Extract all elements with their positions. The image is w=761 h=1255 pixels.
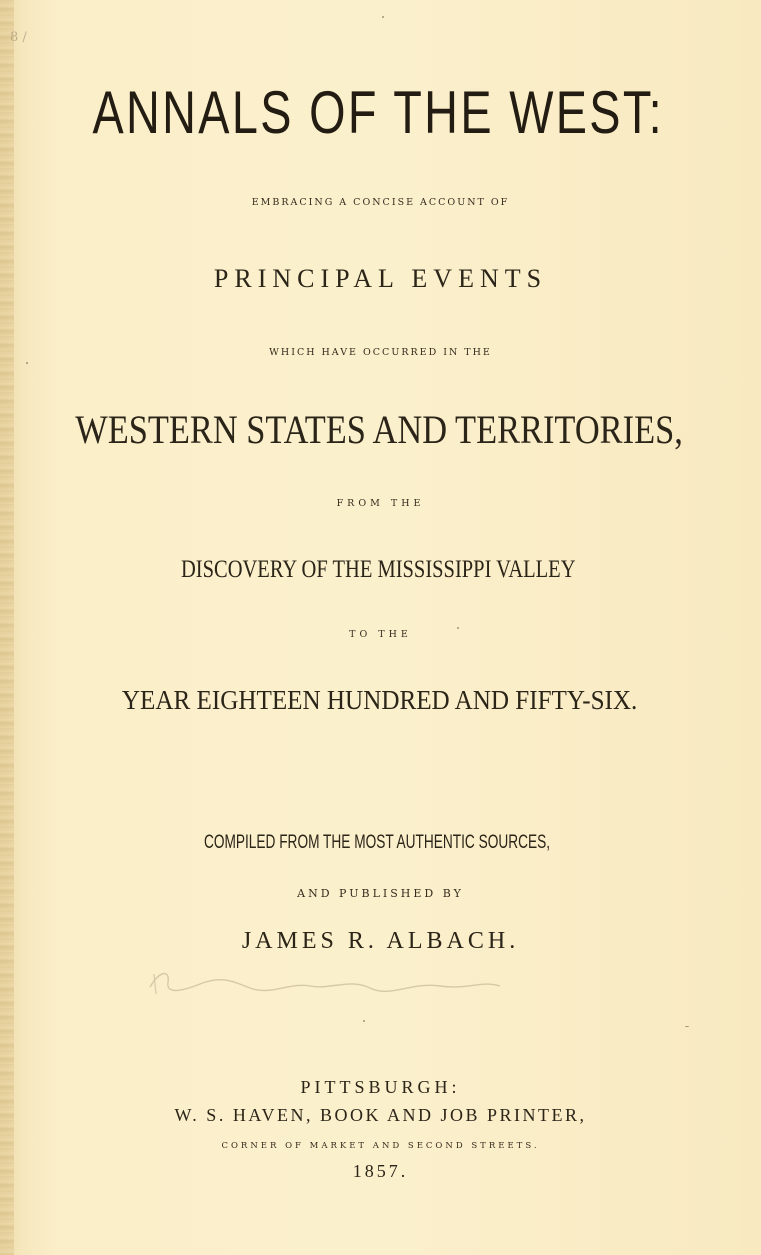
subtitle-from-the: FROM THE [336, 498, 425, 509]
subtitle-western-states: WESTERN STATES AND TERRITORIES, [75, 407, 683, 452]
subtitle-year-span: YEAR EIGHTEEN HUNDRED AND FIFTY-SIX. [121, 685, 638, 715]
book-spine-edge [0, 0, 14, 1255]
compiled-line: COMPILED FROM THE MOST AUTHENTIC SOURCES, [203, 832, 551, 853]
paper-speck [382, 16, 384, 18]
paper-speck [685, 1026, 689, 1027]
imprint-city: PITTSBURGH: [300, 1077, 461, 1097]
subtitle-which-occurred: WHICH HAVE OCCURRED IN THE [269, 347, 492, 358]
imprint-address: CORNER OF MARKET AND SECOND STREETS. [221, 1141, 540, 1151]
imprint-printer: W. S. HAVEN, BOOK AND JOB PRINTER, [174, 1105, 587, 1125]
paper-speck [457, 627, 459, 629]
imprint-year: 1857. [352, 1161, 409, 1181]
paper-speck [363, 1020, 365, 1022]
publisher-name: JAMES R. ALBACH. [241, 928, 520, 954]
book-title: ANNALS OF THE WEST: [92, 79, 664, 146]
published-by-line: AND PUBLISHED BY [297, 887, 464, 900]
subtitle-to-the: TO THE [349, 629, 412, 640]
subtitle-discovery: DISCOVERY OF THE MISSISSIPPI VALLEY [180, 556, 576, 583]
paper-speck [26, 362, 28, 364]
subtitle-embracing: EMBRACING A CONCISE ACCOUNT OF [251, 197, 510, 208]
margin-pencil-mark: 8 / [10, 30, 27, 45]
subtitle-principal-events: PRINCIPAL EVENTS [213, 264, 548, 293]
faded-signature-image [140, 962, 520, 1002]
